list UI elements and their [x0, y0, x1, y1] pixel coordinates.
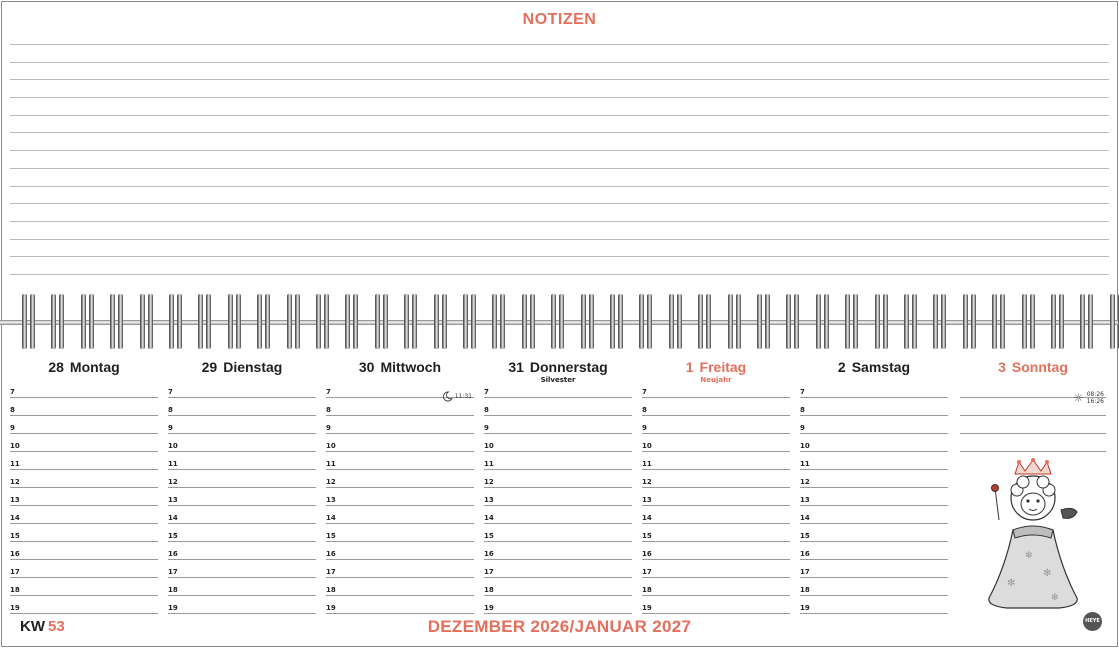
hour-label: 17	[800, 568, 810, 576]
hour-label: 16	[800, 550, 810, 558]
hour-label: 11	[800, 460, 810, 468]
hour-slot[interactable]	[642, 524, 790, 542]
hour-label: 16	[484, 550, 494, 558]
spiral-coil	[698, 294, 711, 349]
hour-slot[interactable]	[326, 560, 474, 578]
hour-slot[interactable]	[800, 380, 948, 398]
hour-label: 16	[168, 550, 178, 558]
notes-line[interactable]	[10, 274, 1109, 292]
hour-label: 18	[484, 586, 494, 594]
hour-slot[interactable]	[484, 506, 632, 524]
hour-label: 13	[484, 496, 494, 504]
kw-number: 53	[48, 618, 65, 635]
notes-line[interactable]	[10, 97, 1109, 115]
hour-slot[interactable]	[800, 596, 948, 614]
spiral-coil	[81, 294, 94, 349]
hour-label: 8	[168, 406, 173, 414]
hour-slot[interactable]	[326, 470, 474, 488]
hour-slot[interactable]	[10, 542, 158, 560]
day-number: 31	[508, 359, 524, 375]
hour-slot[interactable]	[326, 452, 474, 470]
hour-label: 9	[10, 424, 15, 432]
spiral-coil	[728, 294, 741, 349]
hour-slot[interactable]	[642, 560, 790, 578]
svg-text:✻: ✻	[1051, 593, 1059, 603]
hour-slot[interactable]	[168, 452, 316, 470]
hour-label: 17	[326, 568, 336, 576]
hour-slot[interactable]	[10, 560, 158, 578]
hour-slot[interactable]	[642, 542, 790, 560]
hour-slot[interactable]	[800, 578, 948, 596]
hour-slot[interactable]	[10, 506, 158, 524]
hour-label: 7	[326, 388, 331, 396]
hour-label: 15	[642, 532, 652, 540]
hour-slot[interactable]	[326, 488, 474, 506]
spiral-coil	[198, 294, 211, 349]
hour-slot[interactable]	[484, 452, 632, 470]
day-header	[642, 359, 790, 375]
hour-label: 14	[800, 514, 810, 522]
hour-slot[interactable]	[168, 560, 316, 578]
notes-line[interactable]	[10, 203, 1109, 221]
hour-label: 8	[10, 406, 15, 414]
notes-title: NOTIZEN	[522, 11, 597, 28]
spiral-coil	[1080, 294, 1093, 349]
day-number: 1	[685, 359, 694, 375]
spiral-coil	[169, 294, 182, 349]
hour-slot[interactable]	[484, 398, 632, 416]
hour-label: 10	[484, 442, 494, 450]
spiral-coil	[1051, 294, 1064, 349]
hour-label: 16	[10, 550, 20, 558]
hour-slot[interactable]	[326, 434, 474, 452]
spiral-coil	[110, 294, 123, 349]
spiral-coil	[375, 294, 388, 349]
hour-slot[interactable]	[484, 434, 632, 452]
holiday-label: Neujahr	[700, 376, 732, 384]
spiral-coil	[581, 294, 594, 349]
hour-label: 8	[800, 406, 805, 414]
day-header	[10, 359, 158, 375]
day-header	[326, 359, 474, 375]
moon-time: 11:31	[454, 392, 472, 400]
day-header	[960, 359, 1106, 375]
hour-slot[interactable]	[642, 578, 790, 596]
hour-label: 10	[642, 442, 652, 450]
spiral-coil	[316, 294, 329, 349]
hour-label: 19	[326, 604, 336, 612]
hour-slot[interactable]	[326, 506, 474, 524]
day-column-dienstag	[168, 355, 316, 613]
hour-label: 13	[326, 496, 336, 504]
hour-slot[interactable]	[800, 452, 948, 470]
hour-slot[interactable]	[168, 488, 316, 506]
hour-slot[interactable]	[10, 470, 158, 488]
hour-slot[interactable]	[484, 596, 632, 614]
hour-slot[interactable]	[326, 542, 474, 560]
hour-label: 16	[326, 550, 336, 558]
hour-label: 9	[642, 424, 647, 432]
hour-label: 19	[10, 604, 20, 612]
moon-phase	[442, 391, 472, 402]
hour-label: 11	[168, 460, 178, 468]
hour-slot[interactable]	[484, 380, 632, 398]
notes-line[interactable]	[10, 256, 1109, 274]
day-name: Montag	[69, 359, 120, 375]
hour-label: 18	[642, 586, 652, 594]
hour-slot[interactable]	[10, 398, 158, 416]
day-number: 2	[837, 359, 846, 375]
hour-label: 14	[326, 514, 336, 522]
notes-line[interactable]	[10, 132, 1109, 150]
notes-line[interactable]	[10, 168, 1109, 186]
hour-label: 12	[10, 478, 20, 486]
hour-slot[interactable]	[168, 398, 316, 416]
hour-label: 13	[168, 496, 178, 504]
spiral-coil	[963, 294, 976, 349]
day-name: Samstag	[851, 359, 911, 375]
hour-slot[interactable]	[168, 434, 316, 452]
notes-line[interactable]	[10, 79, 1109, 97]
spiral-coil	[992, 294, 1005, 349]
day-name: Mittwoch	[380, 359, 442, 375]
hour-slot[interactable]	[800, 470, 948, 488]
hour-label: 12	[168, 478, 178, 486]
day-name: Dienstag	[223, 359, 283, 375]
hour-label: 14	[168, 514, 178, 522]
hour-slot[interactable]	[10, 434, 158, 452]
hour-slot[interactable]	[168, 578, 316, 596]
day-number: 30	[358, 359, 375, 375]
notes-line[interactable]	[10, 239, 1109, 257]
hour-slot[interactable]	[642, 398, 790, 416]
spiral-binding	[0, 292, 1119, 352]
spiral-coil	[845, 294, 858, 349]
hour-slot[interactable]	[10, 452, 158, 470]
hour-label: 14	[642, 514, 652, 522]
hour-slot[interactable]	[326, 596, 474, 614]
sunday-line[interactable]	[960, 434, 1106, 452]
hour-slot[interactable]	[10, 578, 158, 596]
spiral-coil	[639, 294, 652, 349]
hour-slot[interactable]	[168, 524, 316, 542]
hour-label: 7	[10, 388, 15, 396]
spiral-coil	[140, 294, 153, 349]
hour-slot[interactable]	[10, 524, 158, 542]
hour-label: 10	[168, 442, 178, 450]
spiral-coil	[1110, 294, 1119, 349]
notes-line[interactable]	[10, 150, 1109, 168]
hour-label: 7	[642, 388, 647, 396]
hour-slot[interactable]	[326, 578, 474, 596]
hour-slot[interactable]	[168, 596, 316, 614]
hour-slot[interactable]	[168, 380, 316, 398]
hour-label: 15	[326, 532, 336, 540]
spiral-coil	[904, 294, 917, 349]
hour-label: 14	[484, 514, 494, 522]
sun-times	[1073, 391, 1104, 405]
day-header	[168, 359, 316, 375]
spiral-coil	[257, 294, 270, 349]
hour-label: 17	[168, 568, 178, 576]
hour-label: 15	[484, 532, 494, 540]
notes-line[interactable]	[10, 62, 1109, 80]
hour-label: 7	[800, 388, 805, 396]
day-number: 29	[201, 359, 218, 375]
hour-slot[interactable]	[168, 506, 316, 524]
hour-label: 9	[326, 424, 331, 432]
hour-label: 16	[642, 550, 652, 558]
sunrise-time: 08:26	[1086, 391, 1104, 398]
hour-label: 7	[484, 388, 489, 396]
spiral-coil	[522, 294, 535, 349]
hour-label: 18	[800, 586, 810, 594]
spiral-coil	[22, 294, 35, 349]
hour-label: 12	[484, 478, 494, 486]
hour-label: 12	[642, 478, 652, 486]
hour-slot[interactable]	[642, 416, 790, 434]
sunset-time: 16:26	[1086, 398, 1104, 405]
hour-label: 11	[484, 460, 494, 468]
hour-slot[interactable]	[168, 416, 316, 434]
spiral-coil	[933, 294, 946, 349]
hour-label: 18	[168, 586, 178, 594]
hour-slot[interactable]	[800, 542, 948, 560]
hour-slot[interactable]	[800, 506, 948, 524]
hour-label: 9	[168, 424, 173, 432]
spiral-coil	[757, 294, 770, 349]
hour-slot[interactable]	[800, 416, 948, 434]
hour-label: 14	[10, 514, 20, 522]
day-name: Sonntag	[1011, 359, 1068, 375]
hour-slot[interactable]	[484, 524, 632, 542]
hour-slot[interactable]	[642, 452, 790, 470]
day-header	[800, 359, 948, 375]
spiral-coil	[1022, 294, 1035, 349]
hour-label: 15	[168, 532, 178, 540]
hour-label: 11	[10, 460, 20, 468]
spiral-coil	[228, 294, 241, 349]
hour-label: 15	[800, 532, 810, 540]
hour-slot[interactable]	[10, 596, 158, 614]
hour-slot[interactable]	[326, 524, 474, 542]
svg-text:✻: ✻	[1025, 551, 1033, 561]
hour-slot[interactable]	[484, 416, 632, 434]
hour-slot[interactable]	[484, 578, 632, 596]
notes-area[interactable]	[10, 44, 1109, 292]
hour-label: 13	[800, 496, 810, 504]
svg-text:✻: ✻	[1043, 568, 1052, 579]
hour-label: 19	[800, 604, 810, 612]
kw-label: KW	[20, 618, 45, 635]
hour-label: 10	[326, 442, 336, 450]
hour-label: 8	[484, 406, 489, 414]
notes-line[interactable]	[10, 115, 1109, 133]
day-name: Freitag	[699, 359, 747, 375]
hour-slot[interactable]	[484, 470, 632, 488]
spiral-coil	[287, 294, 300, 349]
spiral-coil	[492, 294, 505, 349]
hour-label: 13	[10, 496, 20, 504]
sheep-queen-illustration	[977, 458, 1089, 610]
hour-slot[interactable]	[484, 542, 632, 560]
hour-label: 13	[642, 496, 652, 504]
sun-icon: ☼	[1072, 391, 1084, 405]
hour-slot[interactable]	[642, 506, 790, 524]
spiral-coil	[434, 294, 447, 349]
spiral-coil	[610, 294, 623, 349]
svg-text:✻: ✻	[1007, 578, 1016, 589]
hour-slot[interactable]	[642, 488, 790, 506]
hour-slot[interactable]	[800, 488, 948, 506]
hour-label: 15	[10, 532, 20, 540]
day-number: 3	[998, 359, 1006, 375]
hour-slot[interactable]	[10, 416, 158, 434]
hour-label: 12	[326, 478, 336, 486]
sunday-line[interactable]	[960, 416, 1106, 434]
hour-slot[interactable]	[800, 434, 948, 452]
hour-label: 19	[168, 604, 178, 612]
hour-slot[interactable]	[10, 488, 158, 506]
day-column-montag	[10, 355, 158, 613]
notes-line[interactable]	[10, 221, 1109, 239]
spiral-coil	[816, 294, 829, 349]
day-column-freitag	[642, 355, 790, 613]
hour-label: 9	[484, 424, 489, 432]
spiral-coil	[463, 294, 476, 349]
hour-slot[interactable]	[642, 380, 790, 398]
day-header	[484, 359, 632, 375]
hour-label: 7	[168, 388, 173, 396]
hour-label: 18	[326, 586, 336, 594]
brand-logo: HEYE	[1083, 612, 1102, 631]
day-name: Donnerstag	[529, 359, 608, 375]
hour-slot[interactable]	[326, 416, 474, 434]
hour-label: 12	[800, 478, 810, 486]
hour-label: 18	[10, 586, 20, 594]
hour-slot[interactable]	[484, 488, 632, 506]
day-column-donnerstag	[484, 355, 632, 613]
hour-label: 19	[484, 604, 494, 612]
spiral-coil	[669, 294, 682, 349]
hour-label: 10	[10, 442, 20, 450]
day-column-mittwoch	[326, 355, 474, 613]
notes-line[interactable]	[10, 44, 1109, 62]
spiral-coil	[875, 294, 888, 349]
moon-icon	[442, 391, 453, 402]
month-title: DEZEMBER 2026/JANUAR 2027	[427, 617, 692, 636]
hour-slot[interactable]	[800, 560, 948, 578]
hour-label: 8	[642, 406, 647, 414]
hour-label: 8	[326, 406, 331, 414]
spiral-coil	[51, 294, 64, 349]
hour-slot[interactable]	[642, 596, 790, 614]
hour-label: 11	[326, 460, 336, 468]
day-number: 28	[48, 359, 64, 375]
hour-slot[interactable]	[10, 380, 158, 398]
hour-label: 17	[10, 568, 20, 576]
hour-slot[interactable]	[800, 524, 948, 542]
spiral-coil	[404, 294, 417, 349]
spiral-coil	[551, 294, 564, 349]
hour-label: 11	[642, 460, 652, 468]
spiral-coil	[345, 294, 358, 349]
notes-line[interactable]	[10, 186, 1109, 204]
day-column-samstag	[800, 355, 948, 613]
spiral-coil	[786, 294, 799, 349]
holiday-label: Silvester	[540, 376, 576, 384]
hour-label: 9	[800, 424, 805, 432]
hour-slot[interactable]	[484, 560, 632, 578]
hour-slot[interactable]	[642, 434, 790, 452]
hour-slot[interactable]	[642, 470, 790, 488]
hour-slot[interactable]	[168, 542, 316, 560]
hour-label: 17	[484, 568, 494, 576]
hour-label: 17	[642, 568, 652, 576]
hour-slot[interactable]	[168, 470, 316, 488]
hour-slot[interactable]	[800, 398, 948, 416]
hour-label: 19	[642, 604, 652, 612]
hour-label: 10	[800, 442, 810, 450]
